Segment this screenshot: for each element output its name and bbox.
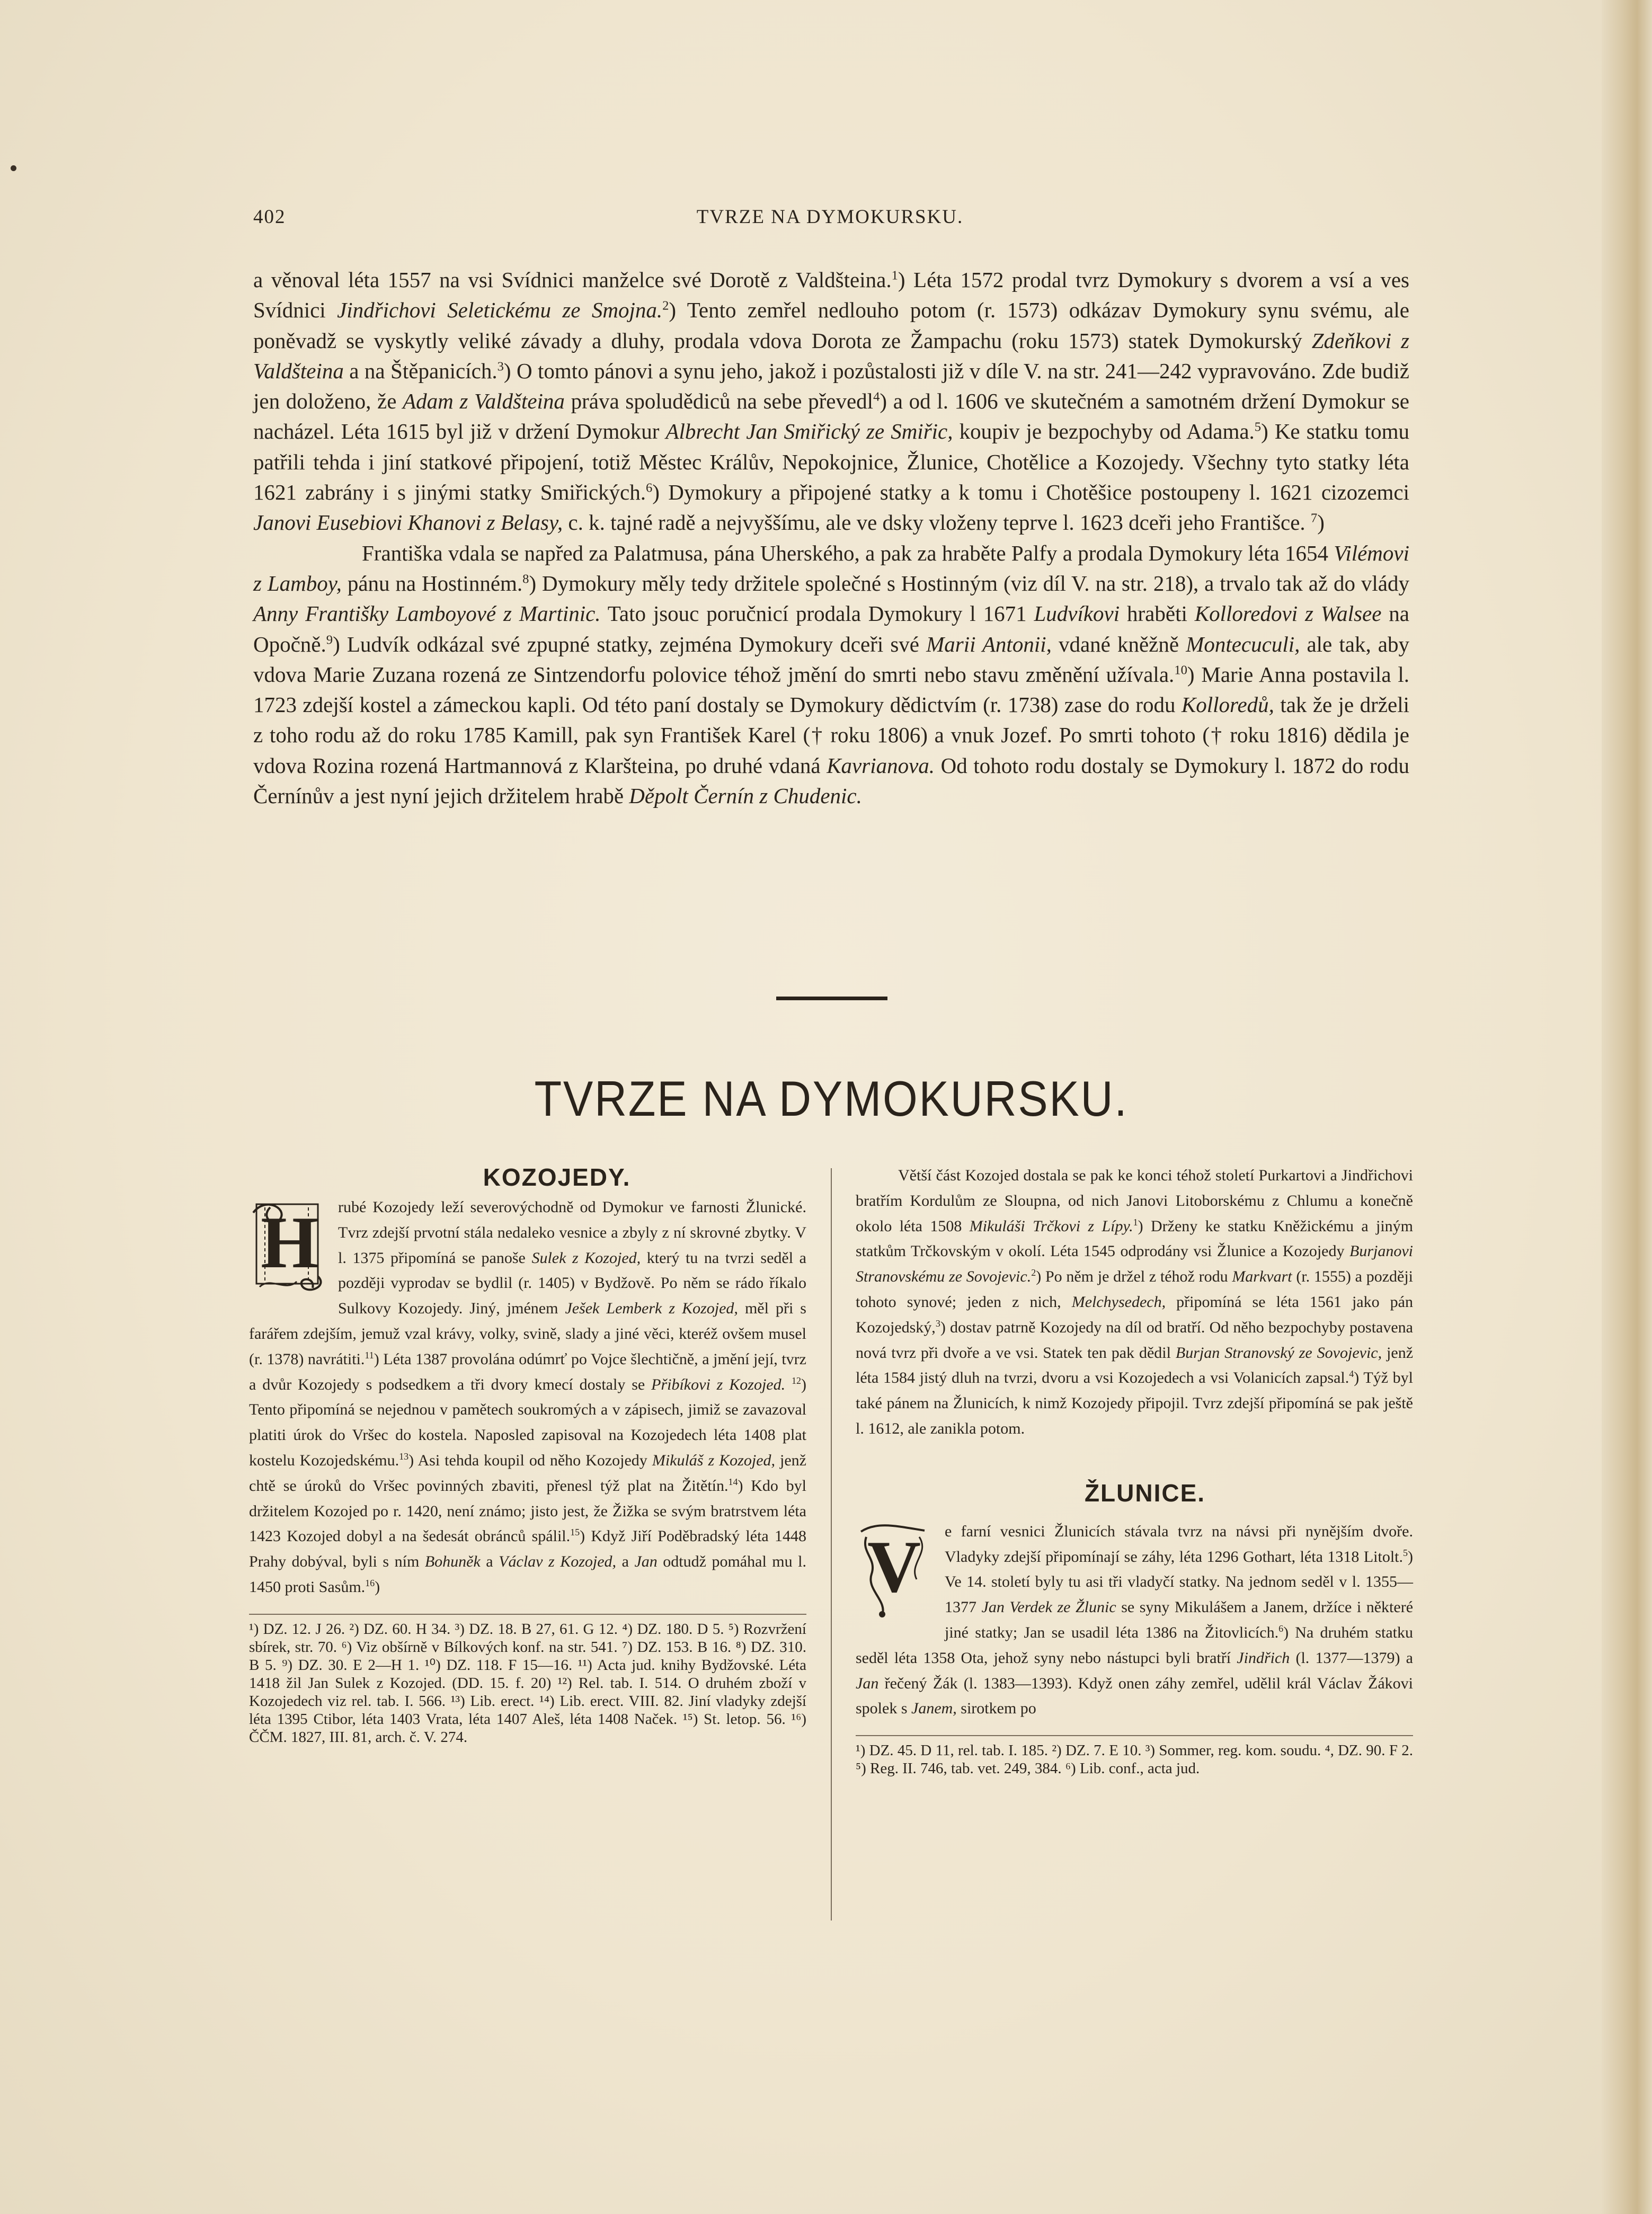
- page-number: 402: [253, 206, 286, 228]
- intro-text: [253, 265, 1409, 811]
- column-right: [856, 1163, 1413, 1777]
- section-title: TVRZE NA DYMOKURSKU.: [534, 1071, 1129, 1126]
- kozojedy-title: KOZOJEDY.: [483, 1163, 631, 1191]
- footnote-rule-right: [856, 1735, 1413, 1736]
- intro-paragraph-2: Františka vdala se napřed za Palatmusa, pána Uherského, a pak za hraběte Palfy a prodala Dymokury léta 1654 Vilémovi z Lamboy, pánu na Hostinném.$^8$) Dymokury měly tedy držitele společné s Hostinným (viz díl V. na str. 218), a trvalo tak až do vlády Anny Františky Lamboyové z Martinic. Tato jsouc poručnicí prodala Dymokury l 1671 Ludvíkovi hraběti Kolloredovi z Walsee na Opočně.$^9$) Ludvík odkázal své zpupné statky, zejména Dymokury dceři své Marii Antonii, vdané kněžně Montecuculi, ale tak, aby vdova Marie Zuzana rozená ze Sintzendorfu polovice téhož jmění do smrti nebo stavu změnění užívala.$^{10}$) Marie Anna postavila l. 1723 zdejší kostel a zámeckou kapli. Od této paní dostaly se Dymokury dědictvím (r. 1738) zase do rodu Kolloredů, tak že je drželi z toho rodu až do roku 1785 Kamill, pak syn František Karel († roku 1806) a vnuk Jozef. Po smrti tohoto († roku 1816) dědila je vdova Rozina rozená Hartmannová z Klaršteina, po druhé vdaná Kavrianova. Od tohoto rodu dostaly se Dymokury l. 1872 do rodu Černínův a jest nyní jejich držitelem hrabě Děpolt Černín z Chudenic.: [253, 540, 1410, 808]
- initial-letter-h: H: [261, 1202, 318, 1284]
- zlunice-initial: [856, 1521, 935, 1619]
- zlunice-title: ŽLUNICE.: [1084, 1479, 1206, 1507]
- footnotes-left: ¹) DZ. 12. J 26. ²) DZ. 60. H 34. ³) DZ. 18. B 27, 61. G 12. ⁴) DZ. 180. D 5. ⁵) Rozvržení sbírek, str. 70. ⁶) Viz obšírně v Bílkových konf. na str. 541. ⁷) DZ. 153. B 16. ⁸) DZ. 310. B 5. ⁹) DZ. 30. E 2—H 1. ¹⁰) DZ. 118. F 15—16. ¹¹) Acta jud. knihy Bydžovské. Léta 1418 žil Jan Sulek z Kozojed. (DD. 15. f. 20) ¹²) Rel. tab. I. 514. O druhém zboží v Kozojedech viz rel. tab. I. 566. ¹³) Lib. erect. ¹⁴) Lib. erect. VIII. 82. Jiní vladyky zdejší léta 1395 Ctibor, léta 1403 Vrata, léta 1407 Aleš, léta 1408 Naček. ¹⁵) St. letop. 56. ¹⁶) ČČM. 1827, III. 81, arch. č. V. 274.: [249, 1620, 806, 1746]
- kozojedy-initial: [249, 1197, 328, 1295]
- kozojedy-text: H rubé Kozojedy leží severovýchodně od Dymokur ve farnosti Žlunické. Tvrz zdejší prvotní stála nedaleko vesnice a zbyly z ní skrovné zbytky. V l. 1375 připomíná se panoše Sulek z Kozojed, který tu na tvrzi seděl a později vyprodav se bydlil (r. 1405) v Bydžově. Po něm se rádo říkalo Sulkovy Kozojedy. Jiný, jménem Ješek Lemberk z Kozojed, měl při s farářem zdejším, jemuž vzal krávy, volky, svině, slady a jiné věci, kteréž ovšem musel (r. 1378) navrátiti.$^{11}$) Léta 1387 provolána odúmrť po Vojce šlechtičně, a jmění její, tvrz a dvůr Kozojedy s podsedkem a tři dvory kmecí dostaly se Přibíkovi z Kozojed. $^{12}$) Tento připomíná se nejednou v pamětech soukromých a v zápisech, jimiž se zavazoval platiti úrok do Vršec do kostela. Naposled zapisoval na Kozojedech léta 1408 plat kostelu Kozojedskému.$^{13}$) Asi tehda koupil od něho Kozojedy Mikuláš z Kozojed, jenž chtě se úroků do Vršec povinných zbaviti, přenesl týž plat na Žitětín.$^{14}$) Kdo byl držitelem Kozojed po r. 1420, není známo; jisto jest, že Žižka se svým bratrstvem léta 1423 Kozojed dobyl a na šedesát obránců spálil.$^{15}$) Když Jiří Poděbradský léta 1448 Prahy dobýval, byli s ním Bohuněk a Václav z Kozojed, a Jan odtudž pomáhal mu l. 1450 proti Sasům.$^{16}$): [249, 1195, 806, 1600]
- column-divider: [831, 1168, 832, 1920]
- kozojedy-continued: Větší část Kozojed dostala se pak ke konci téhož století Purkartovi a Jindřichovi bratřím Kordulům ze Sloupna, od nich Janovi Litoborskému z Chlumu a konečně okolo léta 1508 Mikuláši Trčkovi z Lípy.$^1$) Drženy ke statku Kněžickému a jiným statkům Trčkovským v okolí. Léta 1545 odprodány vsi Žlunice a Kozojedy Burjanovi Stranovskému ze Sovojevic.$^2$) Po něm je držel z téhož rodu Markvart (r. 1555) a později tohoto synové; jeden z nich, Melchysedech, připomíná se léta 1561 jako pán Kozojedský,$^3$) dostav patrně Kozojedy na díl od bratří. Od něho bezpochyby postavena nová tvrz při dvoře a ve vsi. Statek ten pak dědil Burjan Stranovský ze Sovojevic, jenž léta 1584 jistý dluh na tvrzi, dvoru a vsi Kozojedech a vsi Volanicích zapsal.$^4$) Týž byl také pánem na Žlunicích, k nimž Kozojedy připojil. Tvrz zdejší připomíná se pak ještě l. 1612, ale zanikla potom.: [856, 1167, 1414, 1437]
- running-header: [253, 206, 1407, 237]
- column-left: [249, 1163, 806, 1746]
- running-title: TVRZE NA DYMOKURSKU.: [696, 206, 964, 228]
- book-binding-edge: [1602, 0, 1652, 2214]
- zlunice-text: V e farní vesnici Žlunicích stávala tvrz na návsi při nynějším dvoře. Vladyky zdejší připomínají se záhy, léta 1296 Gothart, léta 1318 Litolt.$^5$) Ve 14. století byly tu asi tři vladyčí statky. Na jednom seděl v l. 1355—1377 Jan Verdek ze Žlunic se syny Mikulášem a Janem, držíce i některé jiné statky; Jan se usadil léta 1386 na Žitovlicích.$^6$) Na druhém statku seděl léta 1358 Ota, jehož syny nebo nástupci byli bratří Jindřich (l. 1377—1379) a Jan řečený Žák (l. 1383—1393). Když onen záhy zemřel, udělil král Václav Žákovi spolek s Janem, sirotkem po: [856, 1519, 1413, 1721]
- intro-paragraph-1: a věnoval léta 1557 na vsi Svídnici manželce své Dorotě z Valdšteina.$^1$) Léta 1572 prodal tvrz Dymokury s dvorem a vsí a ves Svídnici Jindřichovi Seletickému ze Smojna.$^2$) Tento zemřel nedlouho potom (r. 1573) odkázav Dymokury synu svému, ale poněvadž se vyskytly veliké závady a dluhy, prodala vdova Dorota ze Žampachu (roku 1573) statek Dymokurský Zdeňkovi z Valdšteina a na Štěpanicích.$^3$) O tomto pánovi a synu jeho, jakož i pozůstalosti již v díle V. na str. 241—242 vypravováno. Zde budiž jen doloženo, že Adam z Valdšteina práva spoludědiců na sebe převedl$^4$) a od l. 1606 ve skutečném a samotném držení Dymokur se nacházel. Léta 1615 byl již v držení Dymokur Albrecht Jan Smiřický ze Smiřic, koupiv je bezpochyby od Adama.$^5$) Ke statku tomu patřili tehda i jiní statkové připojení, totiž Městec Králův, Nepokojnice, Žlunice, Chotělice a Kozojedy. Všechny tyto statky léta 1621 zabrány i s jinými statky Smiřických.$^6$) Dymokury a připojené statky a k tomu i Chotěšice postoupeny l. 1621 cizozemci Janovi Eusebiovi Khanovi z Belasy, c. k. tajné radě a nejvyššímu, ale ve dsky vloženy teprve l. 1623 dceři jeho Františce. $^7$): [253, 268, 1410, 535]
- footnote-rule-left: [249, 1614, 806, 1615]
- initial-letter-v: V: [867, 1525, 921, 1608]
- margin-dot: [11, 165, 16, 171]
- section-divider: [776, 997, 887, 1000]
- footnotes-right: ¹) DZ. 45. D 11, rel. tab. I. 185. ²) DZ. 7. E 10. ³) Sommer, reg. kom. soudu. ⁴, DZ. 90. F 2. ⁵) Reg. II. 746, tab. vet. 249, 384. ⁶) Lib. conf., acta jud.: [856, 1742, 1413, 1777]
